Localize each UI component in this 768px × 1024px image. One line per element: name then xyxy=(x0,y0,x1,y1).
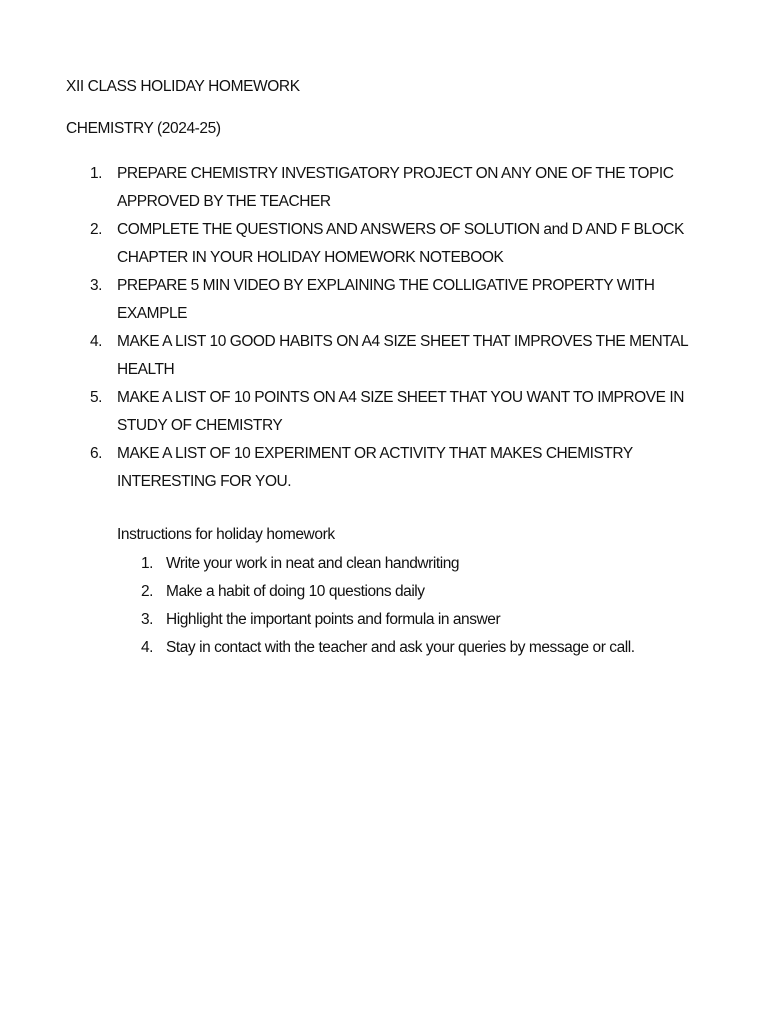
task-text-line: PREPARE CHEMISTRY INVESTIGATORY PROJECT ON ANY ONE OF THE TOPIC xyxy=(117,165,674,182)
instruction-number: 2. xyxy=(141,583,154,600)
instruction-item xyxy=(141,634,635,662)
task-number: 3. xyxy=(90,277,103,294)
task-text-line: EXAMPLE xyxy=(117,305,188,322)
instruction-item xyxy=(141,578,635,606)
instruction-text: Make a habit of doing 10 questions daily xyxy=(166,583,425,600)
task-text-line: CHAPTER IN YOUR HOLIDAY HOMEWORK NOTEBOOK xyxy=(117,249,504,266)
instruction-number: 4. xyxy=(141,639,154,656)
task-text-line: STUDY OF CHEMISTRY xyxy=(117,417,283,434)
instruction-number: 3. xyxy=(141,611,154,628)
document-title: XII CLASS HOLIDAY HOMEWORK xyxy=(66,78,300,95)
task-text-line: APPROVED BY THE TEACHER xyxy=(117,193,331,210)
instructions-title: Instructions for holiday homework xyxy=(117,526,335,543)
task-text-line: INTERESTING FOR YOU. xyxy=(117,473,292,490)
task-number: 4. xyxy=(90,333,103,350)
task-number: 6. xyxy=(90,445,103,462)
instructions-list xyxy=(141,550,635,662)
instruction-number: 1. xyxy=(141,555,154,572)
task-item xyxy=(90,384,710,440)
task-text-line: HEALTH xyxy=(117,361,175,378)
task-text-line: COMPLETE THE QUESTIONS AND ANSWERS OF SOLUTION and D AND F BLOCK xyxy=(117,221,684,238)
task-item xyxy=(90,440,710,496)
task-text-line: MAKE A LIST 10 GOOD HABITS ON A4 SIZE SHEET THAT IMPROVES THE MENTAL xyxy=(117,333,689,350)
task-number: 1. xyxy=(90,165,103,182)
task-number: 2. xyxy=(90,221,103,238)
task-item xyxy=(90,328,710,384)
task-text-line: MAKE A LIST OF 10 EXPERIMENT OR ACTIVITY THAT MAKES CHEMISTRY xyxy=(117,445,633,462)
instruction-text: Highlight the important points and formula in answer xyxy=(166,611,501,628)
task-item xyxy=(90,160,710,216)
instruction-text: Stay in contact with the teacher and ask your queries by message or call. xyxy=(166,639,635,656)
instruction-text: Write your work in neat and clean handwriting xyxy=(166,555,460,572)
task-text-line: MAKE A LIST OF 10 POINTS ON A4 SIZE SHEET THAT YOU WANT TO IMPROVE IN xyxy=(117,389,685,406)
task-item xyxy=(90,216,710,272)
task-text-line: PREPARE 5 MIN VIDEO BY EXPLAINING THE COLLIGATIVE PROPERTY WITH xyxy=(117,277,655,294)
task-list xyxy=(90,160,710,496)
instruction-item xyxy=(141,606,635,634)
task-number: 5. xyxy=(90,389,103,406)
task-item xyxy=(90,272,710,328)
instruction-item xyxy=(141,550,635,578)
subject-heading: CHEMISTRY (2024-25) xyxy=(66,120,221,137)
